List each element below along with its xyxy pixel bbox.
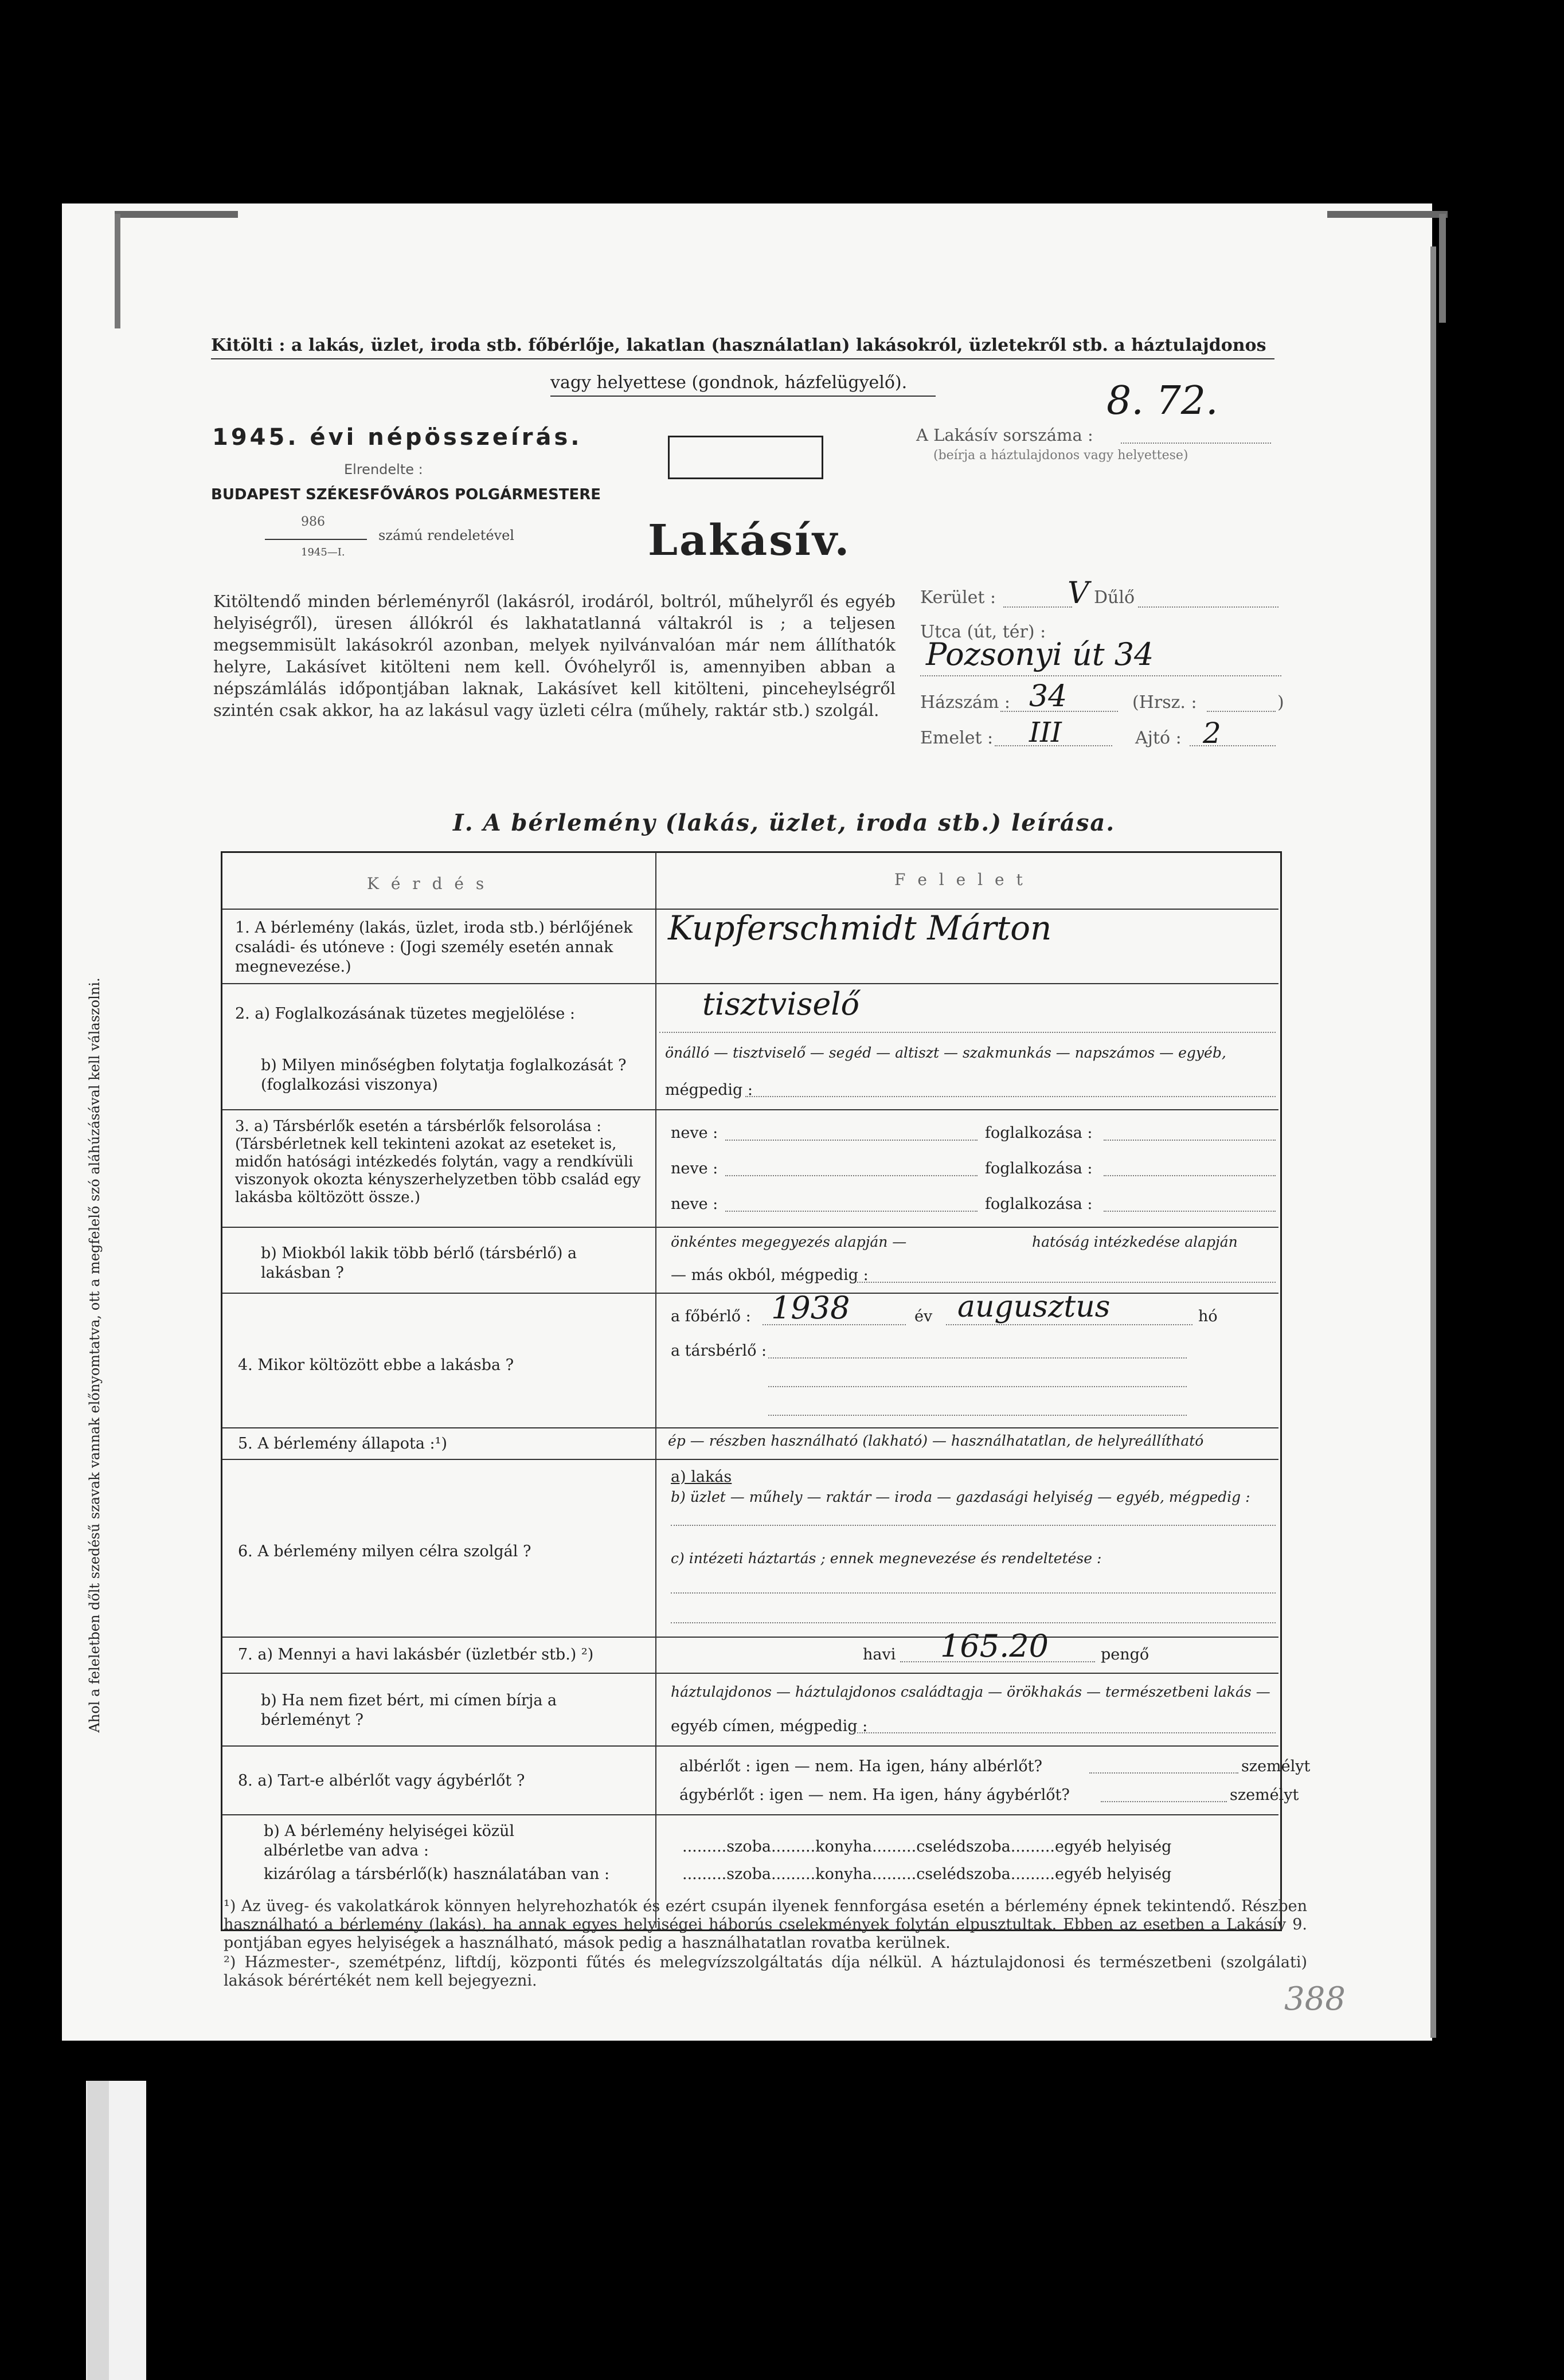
question-7a: 7. a) Mennyi a havi lakásbér (üzletbér stb.) ²) (238, 1646, 594, 1663)
question-8a: 8. a) Tart-e albérlőt vagy ágybérlőt ? (238, 1772, 525, 1790)
answer-3b-line (857, 1282, 1276, 1283)
row-rule-1 (222, 983, 1278, 984)
answer-3b-2: hatóság intézkedése alapján (1032, 1234, 1238, 1250)
form-title: Lakásív. (648, 516, 851, 565)
street-line (920, 675, 1281, 676)
serial-box (668, 436, 823, 479)
answer-7a-line (900, 1661, 1095, 1662)
col-question: K é r d é s (367, 874, 488, 893)
answer-6c-line-2 (671, 1622, 1276, 1623)
answer-4-co-line-2 (768, 1386, 1187, 1387)
answer-7b-1: háztulajdonos — háztulajdonos családtagja — örökhakás — természetbeni lakás — (671, 1684, 1270, 1700)
answer-4-month: augusztus (957, 1290, 1111, 1324)
archive-number: 388 (1284, 1980, 1346, 2018)
row-rule-7 (222, 1745, 1278, 1747)
question-3b: b) Miokból lakik több bérlő (társbérlő) a lakásban ? (261, 1244, 577, 1282)
answer-4-main: a főbérlő : (671, 1308, 751, 1325)
answer-8a-2: ágybérlőt : igen — nem. Ha igen, hány ágybérlőt? (679, 1786, 1070, 1804)
companion-job-2: foglalkozása : (985, 1160, 1093, 1177)
question-2a: 2. a) Foglalkozásának tüzetes megjelölése : (235, 1005, 575, 1023)
answer-4-year-line (763, 1324, 906, 1325)
companion-job-1: foglalkozása : (985, 1124, 1093, 1142)
ordered-by: Elrendelte : (344, 461, 423, 477)
street-value: Pozsonyi út 34 (926, 636, 1154, 672)
section-title: I. A bérlemény (lakás, üzlet, iroda stb.) leírása. (453, 809, 1116, 836)
clip-mark-right (1327, 211, 1448, 218)
answer-4-ho: hó (1198, 1308, 1218, 1325)
serial-label: A Lakásív sorszáma : (916, 425, 1093, 445)
row-rule-3b (222, 1293, 1278, 1294)
answer-4-year: 1938 (771, 1290, 850, 1326)
floor-value: III (1029, 717, 1062, 749)
instructions-text: Kitöltendő minden bérleményről (lakásról, irodáról, boltról, műhelyről és egyéb helyiségről), üresen állókról és lakhatatlanná váltakról is ; a teljesen megsemmisült lakásokról azonban, melyek nyilvánvalóan már nem állíthatók helyre, Lakásívet kitölteni nem kell. Óvóhelyről is, amennyiben abban a népszámlálás időpontjában laknak, Lakásívet kell kitölteni, pinceheylségről szintén csak akkor, ha az lakásul vagy üzleti célra (műhely, raktár stb.) szolgál. (213, 592, 896, 720)
street-label: Utca (út, tér) : (920, 622, 1046, 642)
companion-job-line-1 (1104, 1140, 1276, 1141)
footnote-1: ¹) Az üveg- és vakolatkárok könnyen helyrehozhatók és ezért csupán ilyenek fennforgása esetén a bérlemény épnek tekintendő. Részben használható a bérlemény (lakás), ha annak egyes helyiségei háborús cselekmények folytán elpusztultak. Ebben az esetben a Lakásív 9. pontjában egyes helyiségek a használható, mások pedig a használhatatlan rovatba kerülnek. (224, 1897, 1307, 1952)
door-value: 2 (1203, 717, 1221, 750)
film-edge-shade (87, 2081, 109, 2380)
question-7b: b) Ha nem fizet bért, mi címen bírja a bérleményt ? (261, 1692, 557, 1729)
clip-strip-right (1439, 214, 1446, 323)
answer-7a-pengo: pengő (1101, 1646, 1149, 1663)
answer-3b-1: önkéntes megegyezés alapján — (671, 1234, 907, 1250)
clip-strip-left (115, 214, 120, 328)
census-title: 1945. évi népösszeírás. (212, 424, 582, 451)
decree-number: 986 (301, 515, 325, 529)
answer-2a: tisztviselő (702, 986, 860, 1022)
answer-8a-unit-1: személyt (1241, 1757, 1311, 1775)
question-3a: 3. a) Társbérlők esetén a társbérlők felsorolása : (Társbérletnek kell tekinteni azokat az eseteket is, midőn hatósági intézkedés folytán, vagy a rendkívüli viszonyok okozta kényszerhelyzetben több család egy lakásba költözött össze.) (235, 1118, 641, 1206)
dulo-line (1138, 606, 1278, 608)
answer-3b-3: — más okból, mégpedig : (671, 1266, 869, 1284)
clip-mark-left (115, 211, 238, 218)
house-label: Házszám : (920, 692, 1011, 713)
floor-line (995, 745, 1112, 746)
answer-5: ép — részben használható (lakható) — használhatatlan, de helyreállítható (668, 1432, 1204, 1449)
companion-job-line-3 (1104, 1211, 1276, 1212)
serial-line (1121, 443, 1271, 444)
header-rule (211, 358, 1274, 359)
answer-2b: önálló — tisztviselő — segéd — altiszt — szakmunkás — napszámos — egyéb, (665, 1044, 1226, 1061)
question-4: 4. Mikor költözött ebbe a lakásba ? (238, 1356, 514, 1374)
answer-8b-1: .........szoba.........konyha.........cselédszoba.........egyéb helyiség (682, 1838, 1172, 1856)
answer-7a-value: 165.20 (940, 1628, 1049, 1664)
dulo-label: Dűlő (1094, 588, 1135, 608)
side-note: Ahol a feleletben dőlt szedésű szavak vannak előnyomtatva, ott a megfelelő szó aláhúzásával kell válaszolni. (87, 977, 103, 1733)
question-1: 1. A bérlemény (lakás, üzlet, iroda stb.) bérlőjének családi- és utóneve : (Jogi személy esetén annak megnevezése.) (235, 919, 633, 976)
companion-name-2: neve : (671, 1160, 718, 1177)
house-line (1000, 711, 1118, 712)
district-value: V (1068, 576, 1089, 610)
answer-1: Kupferschmidt Márton (668, 909, 1052, 948)
companion-name-line-1 (725, 1140, 978, 1141)
door-label: Ajtó : (1135, 728, 1182, 748)
answer-7b-line (854, 1732, 1276, 1733)
row-rule-8a (222, 1814, 1278, 1815)
answer-4-co-line-3 (768, 1415, 1187, 1416)
answer-6b: b) üzlet — műhely — raktár — iroda — gazdasági helyiség — egyéb, mégpedig : (671, 1489, 1250, 1505)
question-8b-1: b) A bérlemény helyiségei közül albérletbe van adva : (264, 1822, 515, 1860)
door-line (1190, 745, 1276, 746)
house-value: 34 (1029, 679, 1068, 714)
row-rule-3a (222, 1227, 1278, 1228)
answer-7b-2: egyéb címen, mégpedig : (671, 1717, 868, 1735)
answer-6c-line-1 (671, 1592, 1276, 1594)
hrsz-label: (Hrsz. : (1132, 692, 1197, 713)
row-rule-4 (222, 1427, 1278, 1428)
answer-8b-2: .........szoba.........konyha.........cselédszoba.........egyéb helyiség (682, 1865, 1172, 1883)
hrsz-close: ) (1277, 692, 1284, 713)
footnote-2: ²) Házmester-, szemétpénz, liftdíj, központi fűtés és melegvízszolgáltatás díja nélkül. A háztulajdonosi és természetbeni (szolgálati) lakások bérértékét nem kell bejegyezni. (224, 1954, 1307, 1990)
decree-text: számú rendeletével (378, 527, 514, 543)
companion-name-3: neve : (671, 1195, 718, 1213)
decree-rule (265, 539, 367, 540)
table-divider (655, 852, 656, 1928)
companion-job-3: foglalkozása : (985, 1195, 1093, 1213)
header-line2: vagy helyettese (gondnok, házfelügyelő). (550, 373, 908, 393)
row-rule-7a (222, 1673, 1278, 1674)
row-rule-2 (222, 1109, 1278, 1110)
answer-4-co: a társbérlő : (671, 1342, 767, 1360)
answer-4-ev: év (914, 1308, 933, 1325)
floor-label: Emelet : (920, 728, 994, 748)
answer-6a: a) lakás (671, 1468, 732, 1486)
hrsz-line (1207, 711, 1276, 712)
row-rule-2a (659, 1032, 1276, 1033)
answer-8a-line-1 (1089, 1772, 1238, 1774)
question-2b: b) Milyen minőségben folytatja foglalkozását ? (foglalkozási viszonya) (261, 1056, 627, 1094)
companion-job-line-2 (1104, 1175, 1276, 1176)
companion-name-line-2 (725, 1175, 978, 1176)
answer-8a-line-2 (1101, 1801, 1227, 1802)
answer-2b-line (745, 1096, 1276, 1097)
decree-year: 1945—I. (301, 546, 345, 558)
answer-4-co-line-1 (768, 1357, 1187, 1359)
row-rule-5 (222, 1459, 1278, 1460)
answer-7a-havi: havi (863, 1646, 896, 1663)
answer-4-month-line (946, 1324, 1192, 1325)
district-line (1003, 606, 1072, 608)
mayor-label: BUDAPEST SZÉKESFŐVÁROS POLGÁRMESTERE (211, 486, 601, 503)
header-line1: Kitölti : a lakás, üzlet, iroda stb. főbérlője, lakatlan (használatlan) lakásokról, üzletekről stb. a háztulajdonos (211, 335, 1266, 355)
answer-6b-line-1 (671, 1525, 1276, 1526)
answer-6c: c) intézeti háztartás ; ennek megnevezése és rendeltetése : (671, 1550, 1102, 1567)
companion-name-line-3 (725, 1211, 978, 1212)
question-6: 6. A bérlemény milyen célra szolgál ? (238, 1543, 531, 1560)
header-rule2 (550, 396, 936, 397)
page-edge-shadow (1430, 246, 1436, 2038)
row-rule-6 (222, 1637, 1278, 1638)
serial-note: (beírja a háztulajdonos vagy helyettese) (933, 448, 1188, 463)
district-label: Kerület : (920, 588, 996, 608)
answer-8a-unit-2: személyt (1230, 1786, 1299, 1804)
serial-handwritten: 8. 72. (1106, 378, 1218, 424)
col-answer: F e l e l e t (894, 870, 1026, 889)
answer-8a-1: albérlőt : igen — nem. Ha igen, hány albérlőt? (679, 1757, 1042, 1775)
answer-2b-more: mégpedig : (665, 1081, 753, 1099)
companion-name-1: neve : (671, 1124, 718, 1142)
question-5: 5. A bérlemény állapota :¹) (238, 1435, 448, 1453)
question-8b-2: kizárólag a társbérlő(k) használatában van : (264, 1865, 610, 1883)
